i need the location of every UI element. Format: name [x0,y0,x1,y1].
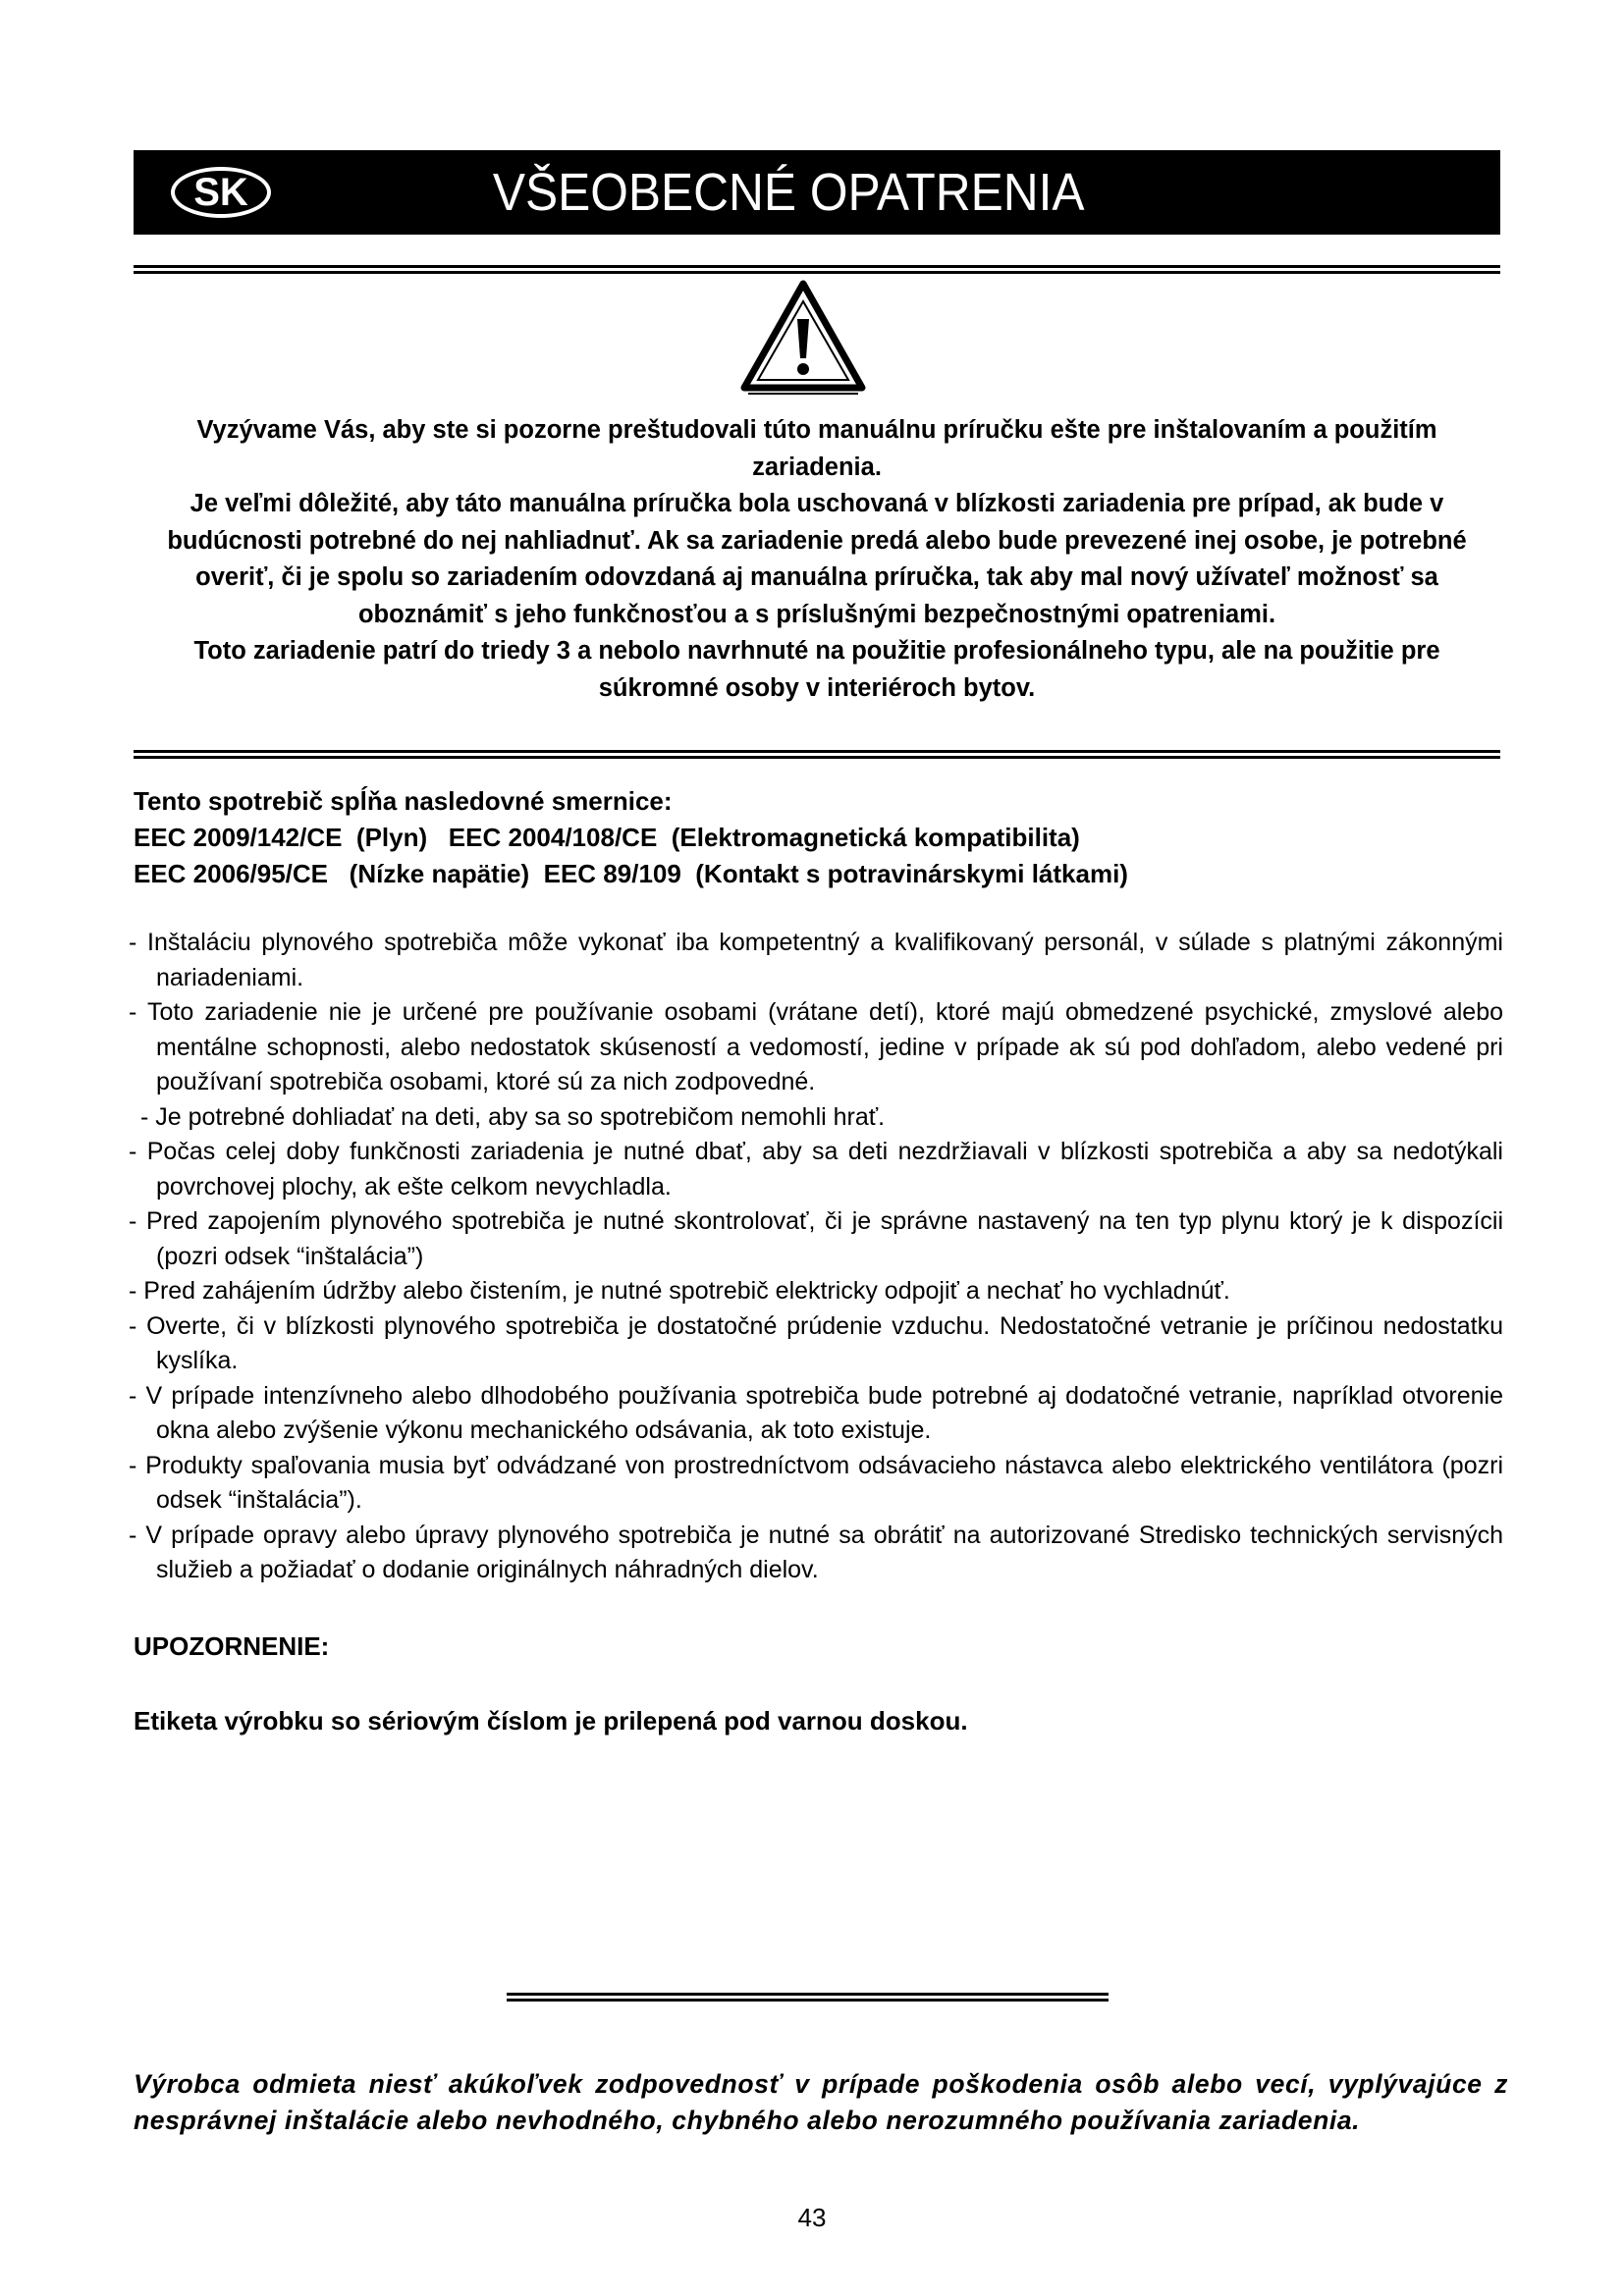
page-number: 43 [797,2203,827,2232]
list-item: - Počas celej doby funkčnosti zariadenia je nutné dbať, aby sa deti nezdržiavali v blízkosti spotrebiča a aby sa nedotýkali povrchovej plochy, ak ešte celkom nevychladla. [129,1138,1503,1201]
precautions-list [129,926,1503,1588]
serial-label-note: Etiketa výrobku so sériovým číslom je prilepená pod varnou doskou. [134,1706,968,1735]
section-header-bar [134,150,1500,235]
list-item: - V prípade intenzívneho alebo dlhodobého používania spotrebiča bude potrebné aj dodatočné vetranie, napríklad otvorenie okna alebo zvýšenie výkonu mechanického odsávania, ak toto existuje. [129,1381,1503,1444]
list-item: - Toto zariadenie nie je určené pre používanie osobami (vrátane detí), ktoré majú obmedzené psychické, zmyslové alebo mentálne schopnosti, alebo nedostatok skúseností a vedomostí, jedine v prípade ak sú pod dohľadom, alebo vedené pri používaní spotrebiča osobami, ktoré sú za nich zodpovedné. [129,998,1503,1095]
liability-disclaimer: Výrobca odmieta niesť akúkoľvek zodpovednosť v prípade poškodenia osôb alebo vecí, vyplývajúce z nesprávnej inštalácie alebo nevhodného, chybného alebo nerozumného používania zariadenia. [134,2069,1508,2135]
intro-paragraph: Toto zariadenie patrí do triedy 3 a nebolo navrhnuté na použitie profesionálneho typu, ale na použitie pre súkromné osoby v interiéroch bytov. [193,637,1440,702]
list-item: - Overte, či v blízkosti plynového spotrebiča je dostatočné prúdenie vzduchu. Nedostatočné vetranie je príčinou nedostatku kyslíka. [129,1311,1503,1374]
list-item: - Pred zahájením údržby alebo čistením, je nutné spotrebič elektricky odpojiť a nechať ho vychladnúť. [129,1277,1230,1305]
directives-heading: Tento spotrebič spĺňa nasledovné smernice: [134,786,673,816]
warning-triangle-icon [738,278,868,396]
intro-paragraph: Je veľmi dôležité, aby táto manuálna príručka bola uschovaná v blízkosti zariadenia pre prípad, ak bude v budúcnosti potrebné do nej nahliadnuť. Ak sa zariadenie predá alebo bude prevezené inej osobe, je potrebné overiť, či je spolu so zariadením odovzdaná aj manuálna príručka, tak aby mal nový užívateľ možnosť sa oboznámiť s jeho funkčnosťou a s príslušnými bezpečnostnými opatreniami. [167,490,1467,628]
language-badge: SK [171,167,271,218]
list-item: - Pred zapojením plynového spotrebiča je nutné skontrolovať, či je správne nastavený na ten typ plynu ktorý je k dispozícii (pozri odsek “inštalácia”) [129,1207,1503,1270]
page-title: VŠEOBECNÉ OPATRENIA [492,163,1085,222]
directives-block [134,783,1508,892]
list-item: - Inštaláciu plynového spotrebiča môže vykonať iba kompetentný a kvalifikovaný personál, v súlade s platnými zákonnými nariadeniami. [129,929,1503,991]
intro-block [134,412,1500,707]
directives-line: EEC 2006/95/CE (Nízke napätie) EEC 89/109 (Kontakt s potravinárskymi látkami) [134,859,1128,888]
notice-heading: UPOZORNENIE: [134,1631,330,1661]
divider-top [134,265,1500,274]
divider-bottom [507,1993,1109,2002]
list-item: - Produkty spaľovania musia byť odvádzané von prostredníctvom odsávacieho nástavca alebo elektrického ventilátora (pozri odsek “inštalácia”). [129,1451,1503,1514]
list-item: - Je potrebné dohliadať na deti, aby sa so spotrebičom nemohli hrať. [140,1102,886,1131]
list-item: - V prípade opravy alebo úpravy plynového spotrebiča je nutné sa obrátiť na autorizované Stredisko technických servisných služieb a požiadať o dodanie originálnych náhradných dielov. [129,1521,1503,1583]
divider-middle [134,750,1500,759]
directives-line: EEC 2009/142/CE (Plyn) EEC 2004/108/CE (Elektromagnetická kompatibilita) [134,823,1080,852]
intro-paragraph: Vyzývame Vás, aby ste si pozorne preštudovali túto manuálnu príručku ešte pre inštalovaním a použitím zariadenia. [196,416,1437,481]
